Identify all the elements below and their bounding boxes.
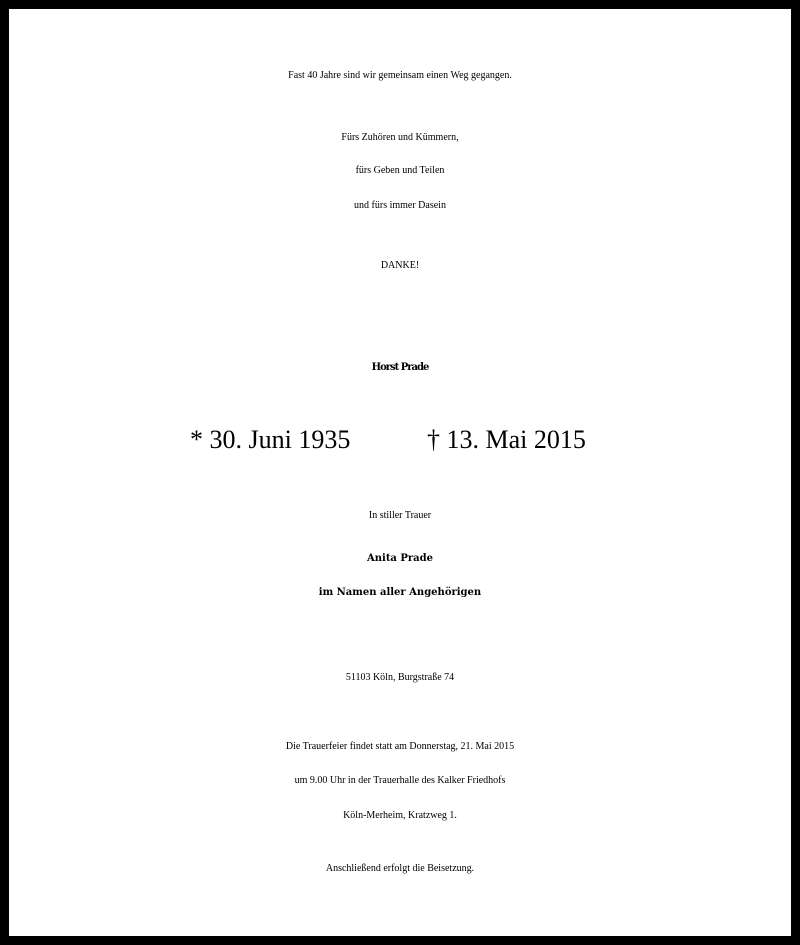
mourning-phrase: In stiller Trauer <box>368 510 432 521</box>
ceremony-line: Köln-Merheim, Kratzweg 1. <box>343 810 457 821</box>
danke-text: DANKE! <box>380 260 420 271</box>
thanks-line: fürs Geben und Teilen <box>355 165 445 176</box>
thanks-line: Fürs Zuhören und Kümmern, <box>341 132 459 143</box>
mourner-family: im Namen aller Angehörigen <box>318 587 482 598</box>
deceased-name: Horst Prade <box>371 362 429 373</box>
opening-quote: Fast 40 Jahre sind wir gemeinsam einen Weg gegangen. <box>288 70 512 81</box>
death-date: † 13. Mai 2015 <box>427 425 586 454</box>
thanks-line: und fürs immer Dasein <box>354 200 446 211</box>
ceremony-line: um 9.00 Uhr in der Trauerhalle des Kalker Friedhofs <box>294 775 506 786</box>
ceremony-line: Die Trauerfeier findet statt am Donnerstag, 21. Mai 2015 <box>285 741 515 752</box>
mourner-name: Anita Prade <box>366 553 434 564</box>
birth-date: * 30. Juni 1935 <box>190 425 351 454</box>
address: 51103 Köln, Burgstraße 74 <box>345 672 455 683</box>
burial-note: Anschließend erfolgt die Beisetzung. <box>325 863 475 874</box>
life-dates <box>0 424 800 456</box>
